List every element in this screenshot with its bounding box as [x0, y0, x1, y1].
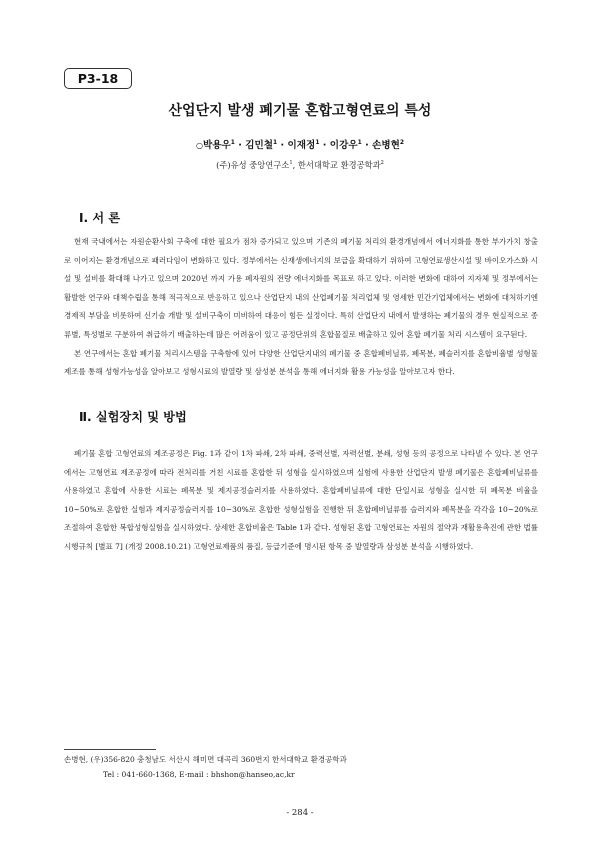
affiliation-separator: , [292, 160, 298, 170]
methods-body [64, 445, 538, 557]
introduction-paragraph-2: 본 연구에서는 혼합 폐기물 처리시스템을 구축함에 있어 다양한 산업단지내의 폐기물 중 혼합폐비닐류, 폐목분, 폐슬러지를 혼합비율별 성형물 제조를 통해 성형가능성을 알아보고 성형시료의 발열량 및 삼성분 분석을 통해 에너지화 활용 가능성을 알아보고자 한다. [64, 348, 538, 377]
footnote [64, 752, 347, 782]
affiliation-name: (주)유성 중앙연구소 [216, 160, 290, 170]
author-list [0, 137, 600, 151]
introduction-body [64, 233, 538, 382]
page-number: - 284 - [286, 808, 314, 818]
affiliation-marker: 1 [289, 160, 293, 167]
author-affiliation-marker: 1 [315, 138, 320, 146]
introduction-paragraph-1: 현재 국내에서는 자원순환사회 구축에 대한 필요가 점차 증가되고 있으며 기존의 폐기물 처리의 환경개념에서 에너지화를 통한 부가가치 창출로 이어지는 환경개념으로 패러다임이 변화하고 있다. 정부에서는 신재생에너지의 보급을 확대하기 위하여 고형연료생산시설 및 바이오가스화 시설 및 설비를 확대해 나가고 있으며 2020년 까지 가용 폐자원의 전량 에너지화를 목표로 하고 있다. 이러한 변화에 대하여 지자체 및 정부에서는 활발한 연구와 대책수립을 통해 적극적으로 반응하고 있으나 산업단지 내의 산업폐기물 처리업체 및 영세한 민간기업체에서는 변화에 대처하기엔 경제적 부담을 비롯하여 신기술 개발 및 설비구축이 미비하여 대응이 힘든 실정이다. 특히 산업단지 내에서 발생하는 폐기물의 경우 현실적으로 종류별, 특성별로 구분하여 취급하기 배출하는데 많은 어려움이 있고 공정단위의 혼합물질로 배출하고 있어 혼합 폐기물 처리 시스템이 요구된다. [64, 237, 538, 339]
methods-paragraph-1: 폐기물 혼합 고형연료의 제조공정은 Fig. 1과 같이 1차 파쇄, 2차 파쇄, 중력선별, 자력선별, 분쇄, 성형 등의 공정으로 나타낼 수 있다. 본 연구에서는 고형연료 제조공정에 따라 전처리를 거친 시료를 혼합한 뒤 성형을 실시하였으며 실험에 사용한 산업단지 발생 폐기물은 혼합폐비닐류를 사용하였고 혼합에 사용한 시료는 폐목분 및 제지공정슬러지를 사용하였다. 혼합폐비닐류에 대한 단일시료 성형을 실시한 뒤 폐목분 비율을 10~50%로 혼합한 실험과 제지공정슬러지를 10~30%로 혼합한 성형실험을 진행한 뒤 혼합폐비닐류를 슬러지와 폐목분을 각각을 10~20%로 조절하여 혼합한 복합성형실험을 실시하였다. 상세한 혼합비율은 Table 1과 같다. 성형된 혼합 고형연료는 자원의 절약과 재활용촉진에 관한 법률 시행규칙 [별표 7] (개정 2008.10.21) 고형연료제품의 품질, 등급기준에 명시된 항목 중 발열량과 삼성분 분석을 시행하였다. [64, 449, 538, 551]
author-separator: · [361, 140, 373, 151]
author-affiliation-marker: 1 [273, 138, 278, 146]
author-separator: · [277, 140, 288, 151]
footnote-divider [64, 749, 156, 750]
author-separator: · [234, 140, 246, 151]
affiliation-list [0, 159, 600, 171]
author-name: 손병현 [372, 140, 400, 151]
author-affiliation-marker: 1 [230, 138, 235, 146]
author-affiliation-marker: 1 [357, 138, 362, 146]
affiliation-name: 한서대학교 환경공학과 [297, 160, 381, 170]
section-heading-methods: Ⅱ. 실험장치 및 방법 [79, 410, 187, 424]
author-name: 이재정 [287, 140, 316, 151]
author-affiliation-marker: 2 [399, 138, 405, 146]
author-separator: · [319, 140, 330, 151]
affiliation-marker: 2 [380, 160, 384, 167]
author-name: 김민철 [245, 140, 274, 151]
poster-number-badge: P3-18 [64, 68, 132, 89]
paper-title: 산업단지 발생 폐기물 혼합고형연료의 특성 [168, 103, 432, 119]
footnote-contact: Tel : 041-660-1368, E-mail : bhshon@hanseo,ac,kr [103, 770, 295, 779]
author-name: 이강우 [329, 140, 358, 151]
presenter-marker-icon: ○ [195, 141, 203, 150]
section-heading-introduction: Ⅰ. 서 론 [79, 211, 121, 225]
footnote-address: 손병현, (우)356-820 충청남도 서산시 해미면 대곡리 360번지 한서대학교 환경공학과 [64, 755, 347, 764]
author-name: 박용우 [202, 140, 231, 151]
